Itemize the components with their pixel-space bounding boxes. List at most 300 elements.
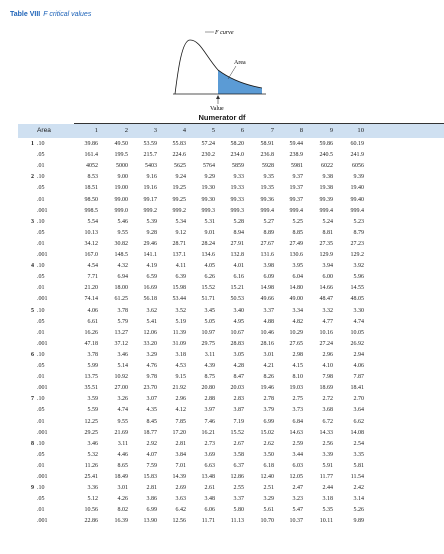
- value-cell: 18.69: [319, 385, 333, 392]
- value-cell: 3.73: [292, 407, 303, 414]
- column-header-df-2: 2: [124, 127, 128, 134]
- value-cell: 8.53: [87, 174, 98, 181]
- table-row: [0, 374, 444, 382]
- table-name: F critical values: [43, 11, 92, 18]
- value-cell: 15.98: [172, 285, 186, 292]
- value-cell: 5.26: [353, 507, 364, 514]
- value-cell: 4052: [86, 163, 98, 170]
- value-cell: 3.78: [87, 351, 98, 358]
- area-cell: .01: [37, 507, 45, 514]
- column-header-df-9: 9: [329, 127, 333, 134]
- value-cell: 4.26: [117, 496, 128, 503]
- value-cell: 3.11: [117, 440, 128, 447]
- value-cell: 27.23: [350, 240, 364, 247]
- value-cell: 5.14: [117, 363, 128, 369]
- value-cell: 3.39: [322, 451, 333, 458]
- value-cell: 11.54: [350, 474, 364, 480]
- value-cell: 129.9: [319, 252, 333, 258]
- column-header-df-3: 3: [153, 127, 157, 134]
- value-cell: 6.59: [146, 274, 157, 281]
- value-cell: 34.12: [84, 240, 98, 247]
- value-cell: 9.15: [175, 374, 186, 381]
- denominator-df-cell: 9: [31, 485, 34, 492]
- value-cell: 7.01: [175, 462, 186, 469]
- value-cell: 3.59: [87, 396, 98, 403]
- area-cell: .10: [37, 440, 45, 447]
- area-cell: .01: [37, 329, 45, 336]
- value-cell: 999.2: [172, 207, 186, 214]
- value-cell: 5928: [262, 163, 274, 170]
- value-cell: 3.92: [353, 263, 364, 270]
- value-cell: 3.48: [204, 496, 215, 503]
- value-cell: 30.82: [114, 240, 128, 247]
- value-cell: 3.23: [292, 496, 303, 503]
- value-cell: 2.59: [292, 440, 303, 447]
- value-cell: 6.03: [292, 462, 303, 469]
- table-row: [0, 463, 444, 471]
- area-label: Area: [234, 60, 246, 66]
- value-cell: 2.92: [146, 440, 157, 447]
- value-cell: 11.26: [84, 462, 98, 469]
- value-cell: 48.47: [319, 296, 333, 303]
- value-cell: 29.75: [201, 340, 215, 347]
- value-cell: 31.09: [172, 340, 186, 347]
- value-cell: 7.98: [322, 374, 333, 381]
- value-cell: 230.2: [201, 152, 215, 159]
- table-row: [0, 452, 444, 460]
- value-cell: 19.16: [143, 185, 157, 192]
- value-cell: 50.53: [230, 296, 244, 303]
- value-cell: 6.06: [204, 507, 215, 514]
- area-cell: .01: [37, 163, 45, 170]
- value-cell: 16.39: [114, 518, 128, 525]
- value-cell: 5.46: [117, 218, 128, 225]
- table-row: [0, 152, 444, 160]
- value-cell: 16.21: [201, 429, 215, 436]
- value-cell: 4.74: [353, 318, 364, 325]
- value-cell: 11.71: [201, 518, 215, 525]
- value-cell: 19.40: [350, 185, 364, 192]
- value-cell: 137.1: [172, 252, 186, 258]
- value-cell: 12.56: [172, 518, 186, 525]
- value-cell: 56.18: [143, 296, 157, 303]
- value-cell: 8.81: [322, 229, 333, 236]
- value-cell: 15.52: [201, 285, 215, 292]
- area-cell: .10: [37, 141, 45, 147]
- value-cell: 3.01: [117, 485, 128, 492]
- table-row: [0, 319, 444, 327]
- value-cell: 3.95: [292, 263, 303, 270]
- value-cell: 5.61: [263, 507, 274, 514]
- value-cell: 13.27: [114, 329, 128, 336]
- value-cell: 4.35: [146, 407, 157, 414]
- value-cell: 2.61: [204, 485, 215, 492]
- value-cell: 53.44: [172, 296, 186, 303]
- value-cell: 3.30: [353, 307, 364, 314]
- denominator-df-cell: 1: [31, 141, 34, 147]
- value-cell: 3.45: [204, 307, 215, 314]
- value-cell: 4.95: [233, 318, 244, 325]
- value-cell: 5.47: [292, 507, 303, 514]
- value-cell: 999.3: [201, 207, 215, 214]
- table-row: [0, 241, 444, 249]
- column-header-df-10: 10: [357, 127, 364, 134]
- table-row: [0, 197, 444, 205]
- value-cell: 7.19: [233, 418, 244, 425]
- area-cell: .01: [37, 285, 45, 292]
- value-cell: 14.33: [319, 429, 333, 436]
- table-row: [0, 474, 444, 482]
- value-cell: 4.32: [117, 263, 128, 270]
- value-cell: 3.64: [353, 407, 364, 414]
- column-header-df-1: 1: [94, 127, 98, 134]
- value-cell: 49.00: [289, 296, 303, 303]
- value-cell: 2.83: [233, 396, 244, 403]
- area-cell: .01: [37, 196, 45, 203]
- value-cell: 10.46: [260, 329, 274, 336]
- value-cell: 28.16: [260, 340, 274, 347]
- area-cell: .05: [37, 496, 45, 503]
- value-cell: 3.84: [175, 451, 186, 458]
- value-cell: 22.86: [84, 518, 98, 525]
- area-pointer: [228, 66, 236, 79]
- value-cell: 99.40: [350, 196, 364, 203]
- value-cell: 19.35: [260, 185, 274, 192]
- value-cell: 12.05: [289, 474, 303, 480]
- value-cell: 4.21: [263, 363, 274, 369]
- value-cell: 7.46: [204, 418, 215, 425]
- value-cell: 5.28: [233, 218, 244, 225]
- value-cell: 21.69: [114, 429, 128, 436]
- column-header-df-5: 5: [211, 127, 215, 134]
- value-cell: 98.50: [84, 196, 98, 203]
- value-cell: 6.37: [233, 462, 244, 469]
- value-cell: 6.99: [263, 418, 274, 425]
- table-row: [0, 518, 444, 526]
- value-cell: 2.78: [263, 396, 274, 403]
- value-cell: 8.02: [117, 507, 128, 514]
- value-cell: 3.58: [233, 451, 244, 458]
- value-cell: 8.10: [292, 374, 303, 381]
- value-cell: 4.74: [117, 407, 128, 414]
- value-cell: 28.71: [172, 240, 186, 247]
- value-cell: 2.47: [292, 485, 303, 492]
- area-cell: .01: [37, 418, 45, 425]
- value-cell: 3.46: [87, 440, 98, 447]
- value-cell: 25.41: [84, 474, 98, 480]
- area-cell: .10: [37, 485, 45, 492]
- value-cell: 4.06: [353, 363, 364, 369]
- value-cell: 4.77: [322, 318, 333, 325]
- value-cell: 3.34: [292, 307, 303, 314]
- value-cell: 23.70: [143, 385, 157, 392]
- value-cell: 12.25: [84, 418, 98, 425]
- value-cell: 28.83: [230, 340, 244, 347]
- value-cell: 3.07: [146, 396, 157, 403]
- value-cell: 5.32: [87, 451, 98, 458]
- value-cell: 6022: [321, 163, 333, 170]
- value-cell: 6.63: [204, 462, 215, 469]
- table-row: [0, 363, 444, 371]
- table-row: [0, 330, 444, 338]
- value-cell: 61.25: [114, 296, 128, 303]
- value-cell: 10.05: [350, 329, 364, 336]
- value-cell: 12.06: [143, 329, 157, 336]
- value-cell: 5.05: [204, 318, 215, 325]
- value-cell: 14.98: [260, 285, 274, 292]
- value-cell: 3.79: [263, 407, 274, 414]
- value-cell: 10.92: [114, 374, 128, 381]
- value-cell: 3.63: [175, 496, 186, 503]
- value-cell: 3.18: [175, 351, 186, 358]
- value-cell: 3.98: [263, 263, 274, 270]
- value-cell: 5.12: [87, 496, 98, 503]
- value-cell: 6.18: [263, 462, 274, 469]
- value-cell: 3.68: [322, 407, 333, 414]
- denominator-df-cell: 8: [31, 440, 34, 447]
- area-cell: .10: [37, 396, 45, 403]
- value-cell: 35.51: [84, 385, 98, 392]
- area-cell: .10: [37, 218, 45, 225]
- table-row: [0, 174, 444, 182]
- value-cell: 18.00: [114, 285, 128, 292]
- table-row: [0, 496, 444, 504]
- value-cell: 99.00: [114, 196, 128, 203]
- value-cell: 6.94: [117, 274, 128, 281]
- value-cell: 999.3: [230, 207, 244, 214]
- value-cell: 14.39: [172, 474, 186, 480]
- value-cell: 27.35: [319, 240, 333, 247]
- value-cell: 2.56: [322, 440, 333, 447]
- value-cell: 6.26: [204, 274, 215, 281]
- value-cell: 5.41: [146, 318, 157, 325]
- value-cell: 131.6: [260, 252, 274, 258]
- value-cell: 8.89: [263, 229, 274, 236]
- value-cell: 14.08: [350, 429, 364, 436]
- table-row: [0, 485, 444, 493]
- table-row: [0, 341, 444, 349]
- value-cell: 14.80: [289, 285, 303, 292]
- value-cell: 28.24: [201, 240, 215, 247]
- value-cell: 9.29: [204, 174, 215, 181]
- value-cell: 13.75: [84, 374, 98, 381]
- value-cell: 6.16: [233, 274, 244, 281]
- value-cell: 8.94: [233, 229, 244, 236]
- value-cell: 6.42: [175, 507, 186, 514]
- curve-label: F curve: [215, 30, 234, 36]
- value-cell: 27.91: [230, 240, 244, 247]
- value-cell: 2.81: [146, 485, 157, 492]
- value-cell: 3.36: [87, 485, 98, 492]
- denominator-df-cell: 5: [31, 307, 34, 314]
- value-cell: 21.92: [172, 385, 186, 392]
- value-cell: 2.44: [322, 485, 333, 492]
- value-cell: 5.54: [87, 218, 98, 225]
- table-row: [0, 208, 444, 216]
- value-cell: 2.51: [263, 485, 274, 492]
- value-cell: 3.86: [146, 496, 157, 503]
- value-cell: 19.37: [289, 185, 303, 192]
- value-cell: 99.37: [289, 196, 303, 203]
- area-cell: .01: [37, 240, 45, 247]
- value-cell: 5.19: [175, 318, 186, 325]
- value-cell: 3.05: [233, 351, 244, 358]
- value-cell: 3.52: [175, 307, 186, 314]
- table-row: [0, 185, 444, 193]
- table-row: [0, 285, 444, 293]
- value-cell: 3.18: [322, 496, 333, 503]
- value-cell: 9.00: [117, 174, 128, 181]
- value-cell: 9.37: [292, 174, 303, 181]
- table-row: [0, 507, 444, 515]
- value-cell: 18.77: [143, 429, 157, 436]
- area-cell: .001: [37, 429, 48, 436]
- value-cell: 13.90: [143, 518, 157, 525]
- value-cell: 2.96: [322, 351, 333, 358]
- area-cell: .001: [37, 518, 48, 525]
- value-cell: 6056: [352, 163, 364, 170]
- value-cell: 2.98: [292, 351, 303, 358]
- value-cell: 5.24: [322, 218, 333, 225]
- value-cell: 99.25: [172, 196, 186, 203]
- value-cell: 5.80: [233, 507, 244, 514]
- value-cell: 999.4: [350, 207, 364, 214]
- value-cell: 167.0: [84, 252, 98, 258]
- column-header-df-6: 6: [240, 127, 244, 134]
- value-cell: 11.77: [319, 474, 333, 480]
- value-cell: 4.54: [87, 263, 98, 270]
- value-cell: 29.46: [143, 240, 157, 247]
- value-cell: 6.99: [146, 507, 157, 514]
- value-cell: 3.11: [204, 351, 215, 358]
- table-row: [0, 141, 444, 149]
- value-cell: 47.18: [84, 340, 98, 347]
- value-cell: 5.31: [204, 218, 215, 225]
- value-cell: 3.50: [263, 451, 274, 458]
- value-cell: 53.59: [143, 141, 157, 147]
- value-cell: 19.00: [114, 185, 128, 192]
- value-cell: 134.6: [201, 252, 215, 258]
- area-cell: .001: [37, 385, 48, 392]
- value-cell: 8.75: [204, 374, 215, 381]
- denominator-df-cell: 7: [31, 396, 34, 403]
- value-cell: 161.4: [84, 152, 98, 159]
- value-cell: 5.27: [263, 218, 274, 225]
- value-cell: 19.38: [319, 185, 333, 192]
- value-cell: 4.15: [292, 363, 303, 369]
- column-header-df-8: 8: [299, 127, 303, 134]
- value-cell: 6.62: [353, 418, 364, 425]
- area-cell: .01: [37, 374, 45, 381]
- value-cell: 57.24: [201, 141, 215, 147]
- area-cell: .001: [37, 296, 48, 303]
- value-cell: 2.81: [175, 440, 186, 447]
- value-cell: 4.10: [322, 363, 333, 369]
- value-cell: 7.87: [353, 374, 364, 381]
- value-cell: 99.30: [201, 196, 215, 203]
- area-cell: .001: [37, 207, 48, 214]
- value-cell: 13.48: [201, 474, 215, 480]
- value-cell: 3.69: [204, 451, 215, 458]
- denominator-df-cell: 3: [31, 218, 34, 225]
- value-cell: 2.69: [175, 485, 186, 492]
- value-cell: 2.67: [233, 440, 244, 447]
- value-cell: 20.80: [201, 385, 215, 392]
- value-cell: 2.70: [353, 396, 364, 403]
- value-cell: 55.83: [172, 141, 186, 147]
- value-cell: 5625: [174, 163, 186, 170]
- value-cell: 27.65: [289, 340, 303, 347]
- value-cell: 9.39: [353, 174, 364, 181]
- table-row: [0, 274, 444, 282]
- area-cell: .10: [37, 174, 45, 181]
- value-cell: 5981: [291, 163, 303, 170]
- value-cell: 9.78: [146, 374, 157, 381]
- value-cell: 4.28: [233, 363, 244, 369]
- value-cell: 27.00: [114, 385, 128, 392]
- column-header-area: Area: [37, 127, 51, 134]
- value-cell: 39.86: [84, 141, 98, 147]
- value-cell: 9.55: [117, 229, 128, 236]
- value-cell: 5.34: [175, 218, 186, 225]
- value-cell: 4.12: [175, 407, 186, 414]
- value-cell: 7.71: [87, 274, 98, 281]
- value-cell: 10.29: [289, 329, 303, 336]
- value-cell: 14.63: [289, 429, 303, 436]
- value-cell: 99.36: [260, 196, 274, 203]
- value-cell: 9.12: [175, 229, 186, 236]
- value-cell: 5859: [232, 163, 244, 170]
- value-cell: 238.9: [289, 152, 303, 159]
- value-cell: 99.39: [319, 196, 333, 203]
- area-cell: .05: [37, 152, 45, 159]
- value-cell: 15.21: [230, 285, 244, 292]
- value-cell: 148.5: [114, 252, 128, 258]
- table-row: [0, 396, 444, 404]
- value-cell: 7.59: [146, 462, 157, 469]
- value-cell: 6.84: [292, 418, 303, 425]
- value-cell: 18.41: [350, 385, 364, 392]
- value-cell: 48.05: [350, 296, 364, 303]
- column-header-bar: [18, 124, 444, 138]
- value-cell: 19.46: [260, 385, 274, 392]
- value-cell: 4.53: [175, 363, 186, 369]
- value-cell: 4.82: [292, 318, 303, 325]
- value-cell: 3.01: [263, 351, 274, 358]
- area-cell: .10: [37, 307, 45, 314]
- value-cell: 224.6: [172, 152, 186, 159]
- value-cell: 5.25: [292, 218, 303, 225]
- value-cell: 99.33: [230, 196, 244, 203]
- value-cell: 8.47: [233, 374, 244, 381]
- table-row: [0, 230, 444, 238]
- value-cell: 2.55: [233, 485, 244, 492]
- value-cell: 999.0: [114, 207, 128, 214]
- value-cell: 4.19: [146, 263, 157, 270]
- value-cell: 6.39: [175, 274, 186, 281]
- value-cell: 19.33: [230, 185, 244, 192]
- area-cell: .05: [37, 451, 45, 458]
- value-cell: 2.54: [353, 440, 364, 447]
- value-cell: 998.5: [84, 207, 98, 214]
- table-row: [0, 419, 444, 427]
- value-cell: 15.83: [143, 474, 157, 480]
- value-cell: 27.49: [289, 240, 303, 247]
- value-cell: 49.66: [260, 296, 274, 303]
- area-cell: .05: [37, 274, 45, 281]
- area-cell: .001: [37, 252, 48, 258]
- value-cell: 6.61: [87, 318, 98, 325]
